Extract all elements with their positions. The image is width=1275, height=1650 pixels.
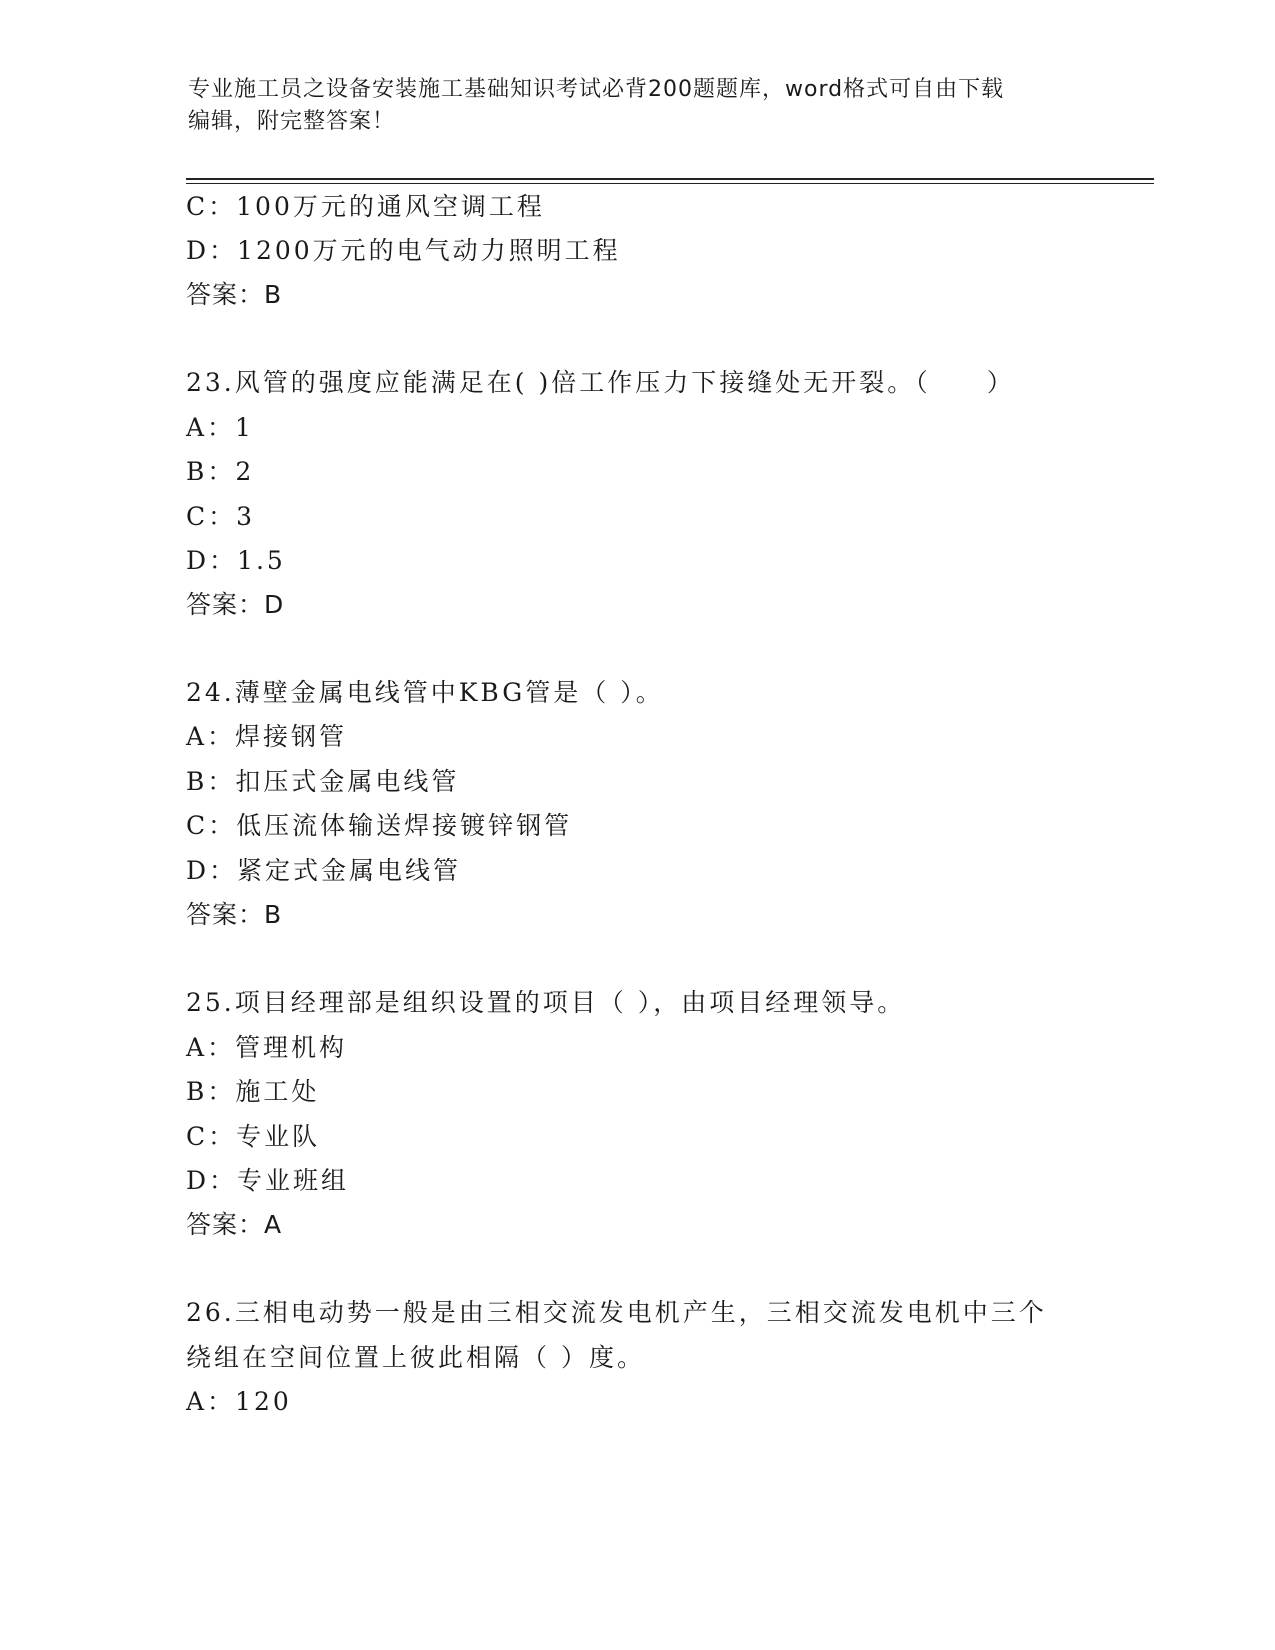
q24-question: 24.薄壁金属电线管中KBG管是（ ）。 — [186, 678, 664, 707]
q24-option-a: A：焊接钢管 — [186, 722, 348, 751]
q23-option-d: D：1.5 — [186, 546, 286, 575]
q23-option-a: A：1 — [186, 413, 254, 442]
q25-option-d: D：专业班组 — [186, 1166, 350, 1195]
document-header — [188, 74, 1088, 138]
q22-answer: 答案：B — [186, 280, 283, 309]
header-title-line-2: 编辑，附完整答案！ — [188, 109, 396, 134]
q24-option-b: B：扣压式金属电线管 — [186, 767, 460, 796]
q24-option-d: D：紧定式金属电线管 — [186, 856, 462, 885]
q25-question: 25.项目经理部是组织设置的项目（ ），由项目经理领导。 — [186, 988, 906, 1017]
q26-question-line-2: 绕组在空间位置上彼此相隔（ ）度。 — [186, 1343, 645, 1372]
header-divider-thick — [186, 178, 1154, 180]
q26-question-line-1: 26.三相电动势一般是由三相交流发电机产生，三相交流发电机中三个 — [186, 1298, 1047, 1327]
q24-answer: 答案：B — [186, 900, 283, 929]
q23-question: 23.风管的强度应能满足在( )倍工作压力下接缝处无开裂。（ ） — [186, 368, 1015, 397]
q26-option-a: A：120 — [186, 1387, 292, 1416]
q24-option-c: C：低压流体输送焊接镀锌钢管 — [186, 811, 573, 840]
q25-option-b: B：施工处 — [186, 1077, 320, 1106]
q22-option-c: C：100万元的通风空调工程 — [186, 192, 545, 221]
q23-option-c: C：3 — [186, 502, 256, 531]
header-title-line-1: 专业施工员之设备安装施工基础知识考试必背200题题库，word格式可自由下载 — [188, 77, 1005, 102]
q23-answer: 答案：D — [186, 590, 285, 619]
q25-option-c: C：专业队 — [186, 1122, 321, 1151]
header-divider-thin — [186, 183, 1154, 184]
q25-answer: 答案：A — [186, 1210, 283, 1239]
q22-option-d: D：1200万元的电气动力照明工程 — [186, 236, 621, 265]
q25-option-a: A：管理机构 — [186, 1033, 348, 1062]
q23-option-b: B：2 — [186, 457, 255, 486]
